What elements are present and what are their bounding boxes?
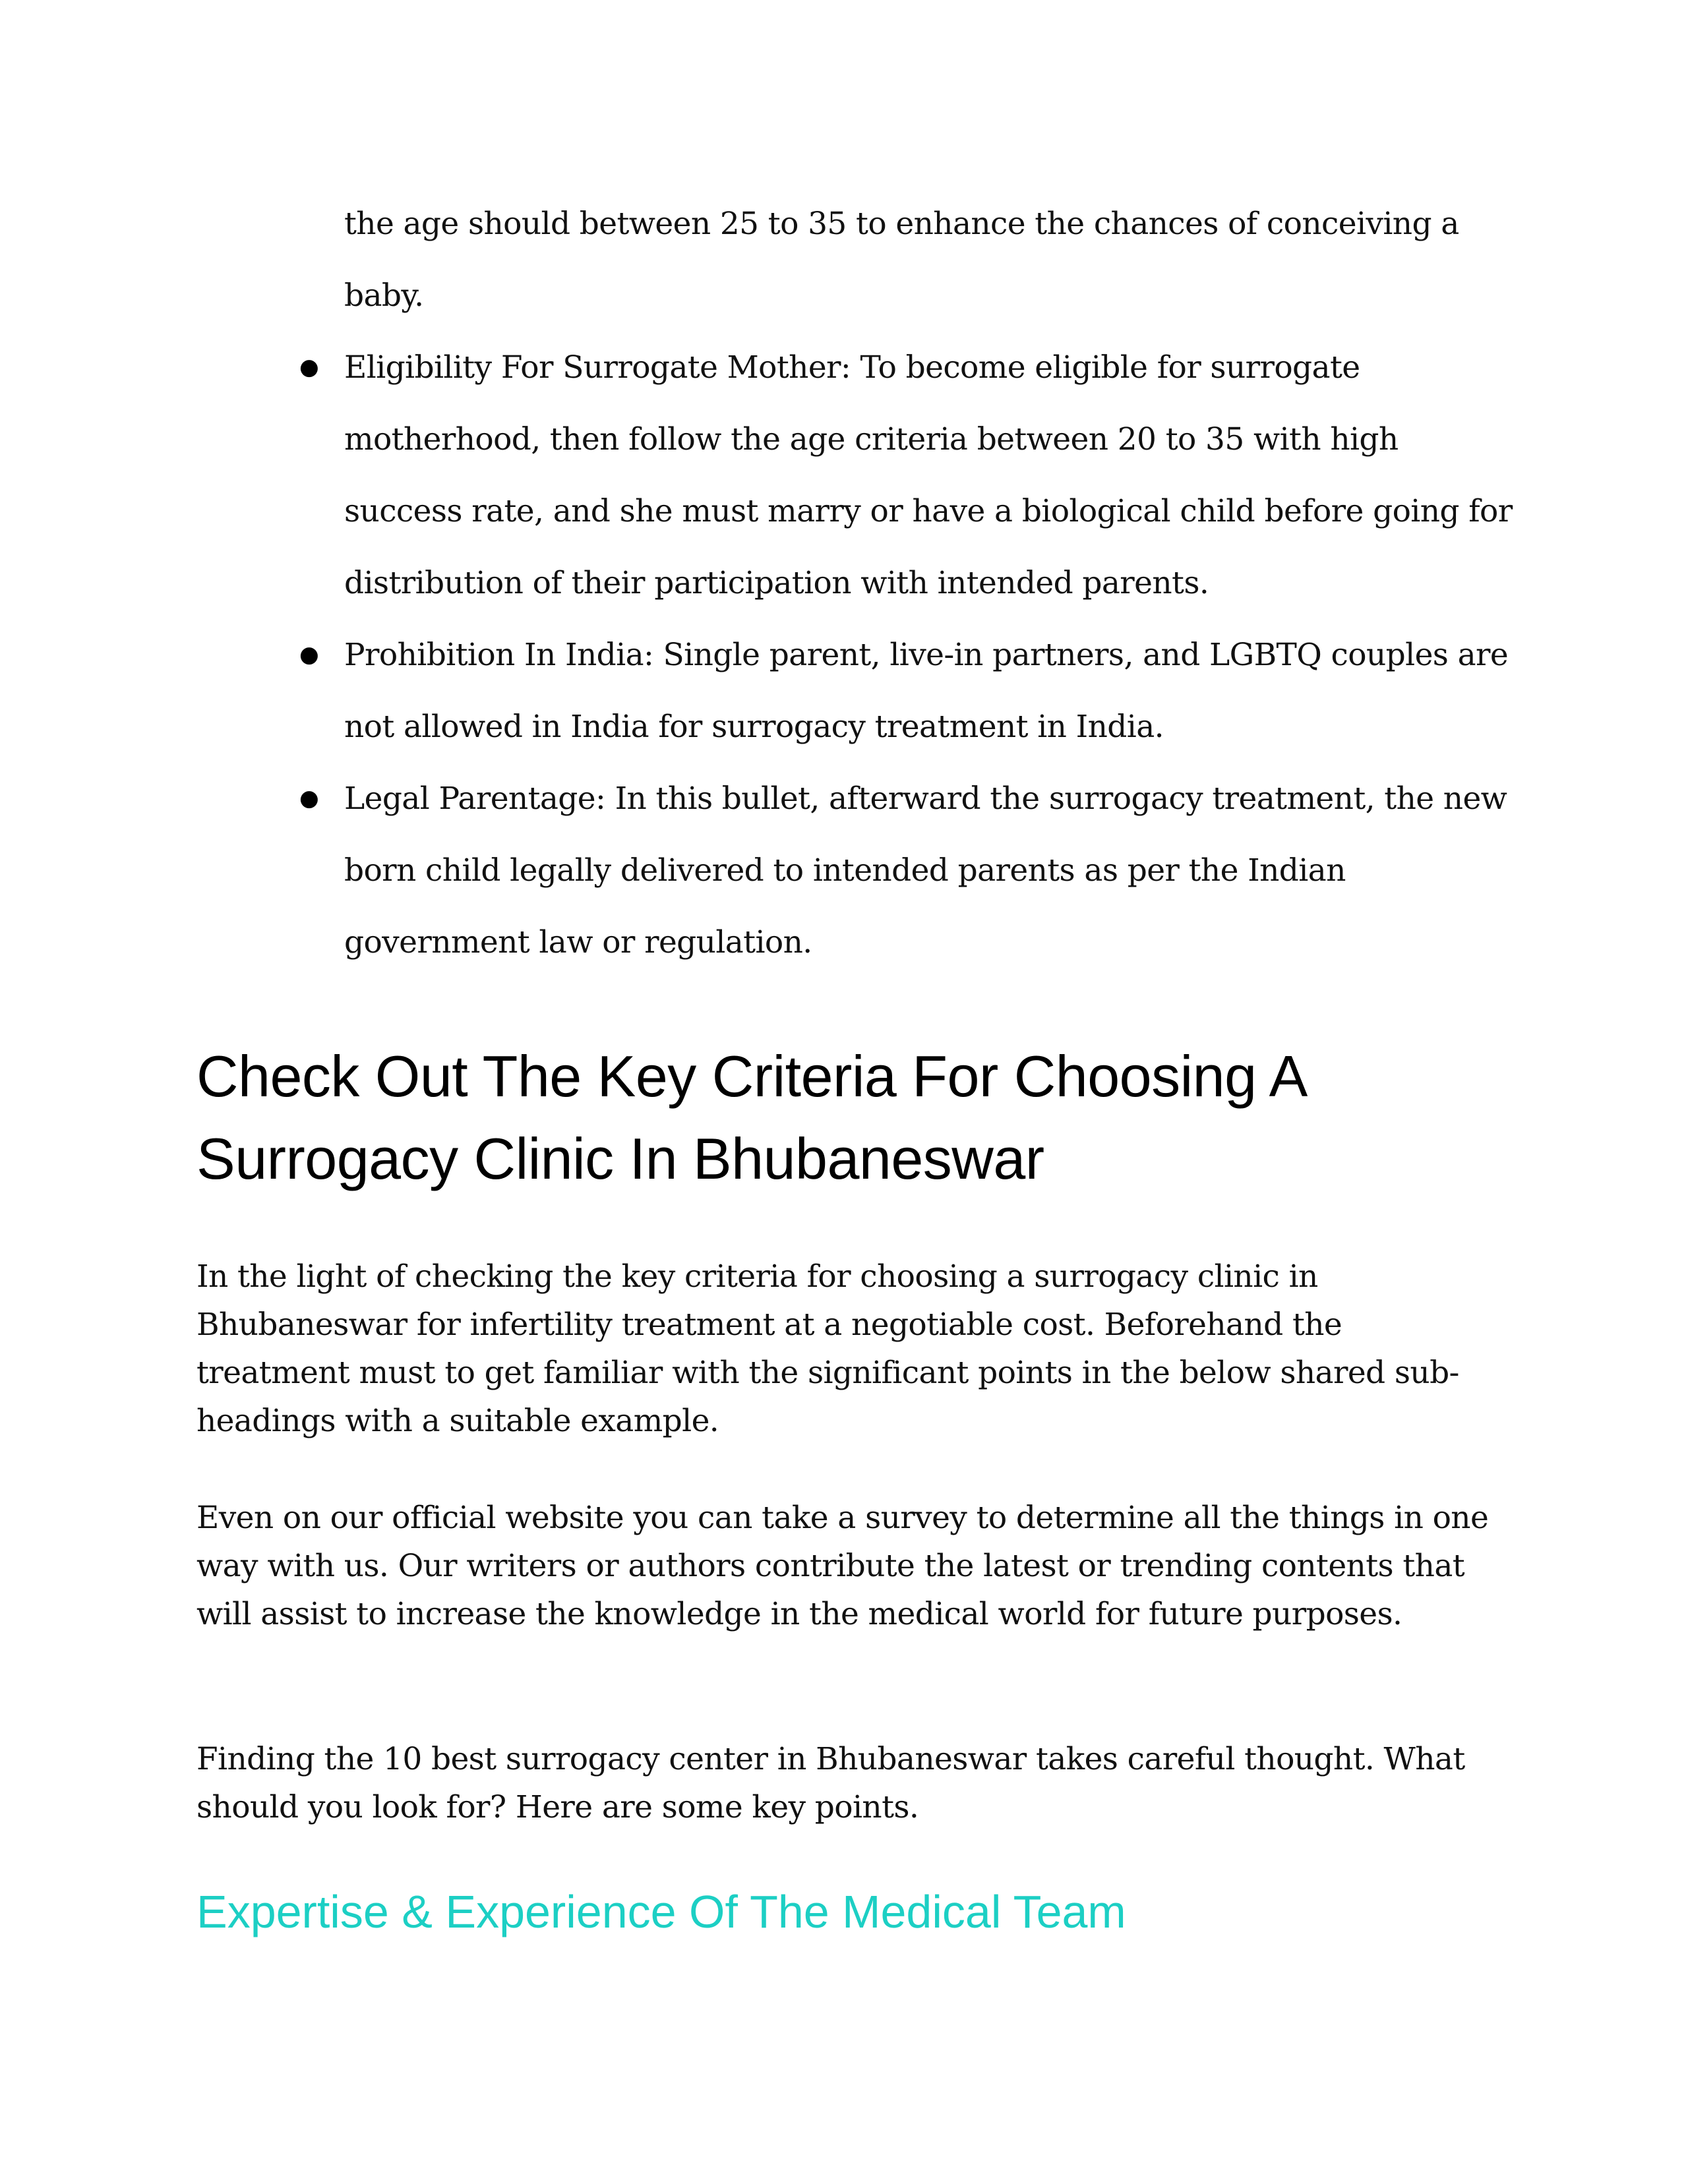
paragraph-website: Even on our official website you can take a survey to determine all the things in one way with us. Our writers or authors contribute the latest or trending contents that will assist to increase the knowledge in the medical world for future purposes.: [196, 1500, 1489, 1632]
list-item: [297, 763, 1517, 978]
list-item-continuation: [297, 188, 1517, 332]
list-item-text: the age should between 25 to 35 to enhance the chances of conceiving a baby.: [344, 206, 1459, 314]
subheading-expertise: Expertise & Experience Of The Medical Team: [196, 1886, 1126, 1937]
list-item: [297, 619, 1517, 763]
bullet-icon: ●: [299, 354, 319, 380]
bullet-icon: ●: [299, 641, 319, 668]
list-item-text: Legal Parentage: In this bullet, afterward the surrogacy treatment, the new born child legally delivered to intended parents as per the Indian government law or regulation.: [344, 781, 1507, 960]
list-item-text: Eligibility For Surrogate Mother: To become eligible for surrogate motherhood, then follow the age criteria between 20 to 35 with high success rate, and she must marry or have a biological child before going for distribution of their participation with intended parents.: [344, 349, 1513, 601]
bullet-icon: ●: [299, 785, 319, 812]
paragraph-intro: In the light of checking the key criteria for choosing a surrogacy clinic in Bhubaneswar for infertility treatment at a negotiable cost. Beforehand the treatment must to get familiar with the significant points in the below shared sub-headings with a suitable example.: [196, 1258, 1459, 1439]
section-heading: Check Out The Key Criteria For Choosing A Surrogacy Clinic In Bhubaneswar: [196, 1044, 1304, 1191]
list-item: [297, 332, 1517, 619]
bullet-list: [297, 188, 1517, 978]
paragraph-key-points: Finding the 10 best surrogacy center in Bhubaneswar takes careful thought. What should you look for? Here are some key points.: [196, 1741, 1465, 1825]
list-item-text: Prohibition In India: Single parent, live-in partners, and LGBTQ couples are not allowed in India for surrogacy treatment in India.: [344, 637, 1509, 745]
